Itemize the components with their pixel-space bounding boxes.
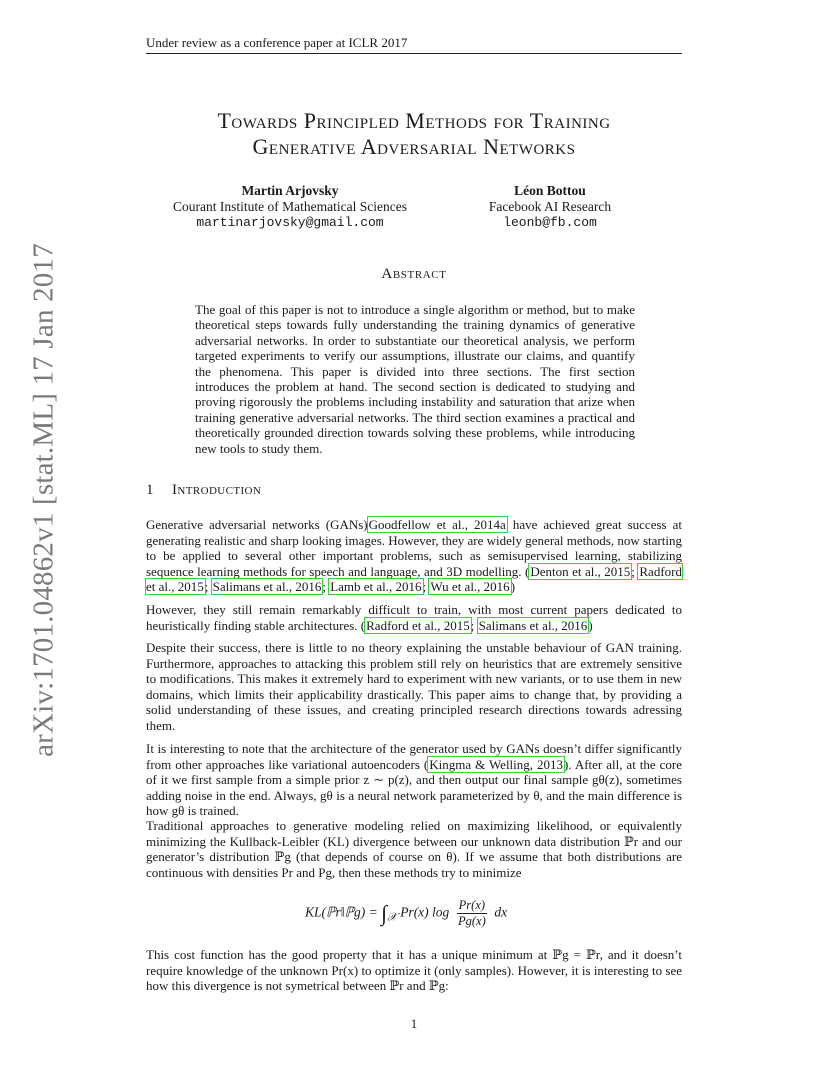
paragraph-4 xyxy=(146,741,682,819)
text-run: ) xyxy=(588,617,593,633)
citation-link[interactable]: Kingma & Welling, 2013 xyxy=(429,756,563,772)
running-head: Under review as a conference paper at ICLR 2017 xyxy=(146,35,408,50)
paragraph-3: Despite their success, there is little to no theory explaining the unstable behaviour of GAN training. Furthermore, approaches to attacking this problem still rely on heuristics that are extremely sensitive to modifications. This makes it extremely hard to experiment with new variants, or to use them in new domains, which limits their applicability drastically. This paper aims to change that, by providing a solid understanding of these issues, and creating principled research directions towards adressing them. xyxy=(146,640,682,733)
title-line-2: Generative Adversarial Networks xyxy=(252,134,576,159)
equation-fraction xyxy=(457,898,487,929)
arxiv-id: arXiv:1701.04862v1 [stat.ML] 17 Jan 2017 xyxy=(27,243,60,757)
paragraph-6: This cost function has the good property that it has a unique minimum at ℙg = ℙr, and it doesn’t require knowledge of the unknown Pr(x) to optimize it (only samples). However, it is interesting to see how this divergence is not symetrical between ℙr and ℙg: xyxy=(146,947,682,994)
citation-link[interactable]: Goodfellow et al., 2014a xyxy=(368,517,506,532)
citation-link[interactable]: Denton et al., 2015 xyxy=(530,563,631,579)
author-name: Léon Bottou xyxy=(514,183,586,198)
text-run: Generative adversarial networks (GANs) xyxy=(146,517,368,532)
author-email[interactable]: leonb@fb.com xyxy=(503,215,597,230)
text-run: have achieved great success at generating realistic and sharp looking images. However, they are widely general methods, now starting to be applied to several other important problems, such as semisupervised learning, stabilizing sequence learning methods for speech and language, and 3D modelling. ( xyxy=(146,517,682,579)
citation-link[interactable]: Lamb et al., 2016 xyxy=(330,579,422,595)
fraction-denominator: Pg(x) xyxy=(457,914,486,928)
citation-link[interactable]: Salimans et al., 2016 xyxy=(212,579,322,595)
author-name: Martin Arjovsky xyxy=(241,183,339,198)
equation-differential: dx xyxy=(494,904,508,920)
text-run: ). After all, at the core of it we first sample from a simple prior z ∼ p(z), and then output our final sample gθ(z), sometimes adding noise in the end. Always, gθ is a neural network parameterized by θ, and the main difference is how gθ is trained. xyxy=(146,756,682,819)
paragraph-1: Generative adversarial networks (GANs)Goodfellow et al., 2014a have achieved great success at generating realistic and sharp looking images. However, they are widely general methods, now starting to be applied to several other important problems, such as semisupervised learning, stabilizing sequence learning methods for speech and language, and 3D modelling. (Denton et al., 2015; Radford et al., 2015; Salimans et al., 2016; Lamb et al., 2016; Wu et al., 2016) xyxy=(146,517,682,595)
section-title: Introduction xyxy=(172,482,262,498)
header-rule xyxy=(146,53,682,54)
section-number: 1 xyxy=(146,482,154,498)
text-run: It is interesting to note that the architecture of the generator used by GANs doesn’t differ significantly from other approaches like variational autoencoders ( xyxy=(146,741,682,772)
author-block-2 xyxy=(440,183,660,231)
abstract-text: The goal of this paper is not to introduce a single algorithm or method, but to make theoretical steps towards fully understanding the training dynamics of generative adversarial networks. In order to substantiate our theoretical analysis, we perform targeted experiments to verify our assumptions, illustrate our claims, and quantify the phenomena. This paper is divided into three sections. The first section introduces the problem at hand. The second section is dedicated to studying and proving rigorously the problems including instability and saturation that arize when training generative adversarial networks. The third section examines a practical and theoretically grounded direction towards solving these problems, while introducing new tools to study them. xyxy=(195,302,635,456)
citation-link[interactable]: Salimans et al., 2016 xyxy=(478,617,588,633)
abstract-heading: Abstract xyxy=(381,266,447,282)
paragraph-5: Traditional approaches to generative modeling relied on maximizing likelihood, or equivalently minimizing the Kullback-Leibler (KL) divergence between our unknown data distribution ℙr and our generator’s distribution ℙg (that depends of course on θ). If we assume that both distributions are continuous with densities Pr and Pg, then these methods try to minimize xyxy=(146,818,682,880)
fraction-numerator: Pr(x) xyxy=(458,898,486,912)
text-run: ) xyxy=(510,579,516,595)
author-affiliation: Facebook AI Research xyxy=(488,199,612,214)
citation-link[interactable]: Radford et al., 2015 xyxy=(366,617,470,633)
author-email[interactable]: martinarjovsky@gmail.com xyxy=(196,215,384,230)
author-affiliation: Courant Institute of Mathematical Sciences xyxy=(173,199,407,214)
kl-equation xyxy=(305,898,507,929)
citation-link[interactable]: Radford et al., 2015 xyxy=(146,563,682,595)
equation-integrand: Pr(x) log xyxy=(400,904,450,920)
section-heading xyxy=(146,482,261,499)
citation-link[interactable]: Wu et al., 2016 xyxy=(430,579,510,595)
page-number: 1 xyxy=(410,1016,418,1031)
equation-lhs: KL(ℙr‖ℙg) = xyxy=(305,904,378,920)
author-block-1 xyxy=(150,183,430,231)
integral-domain: 𝒳 xyxy=(387,911,397,924)
paragraph-2: However, they still remain remarkably difficult to train, with most current papers dedicated to heuristically finding stable architectures. (Radford et al., 2015; Salimans et al., 2016) xyxy=(146,602,682,633)
text-run: However, they still remain remarkably difficult to train, with most current papers dedicated to heuristically finding stable architectures. ( xyxy=(146,602,682,633)
title-line-1: Towards Principled Methods for Training xyxy=(217,108,611,133)
integral-sign: ∫ xyxy=(381,900,388,926)
